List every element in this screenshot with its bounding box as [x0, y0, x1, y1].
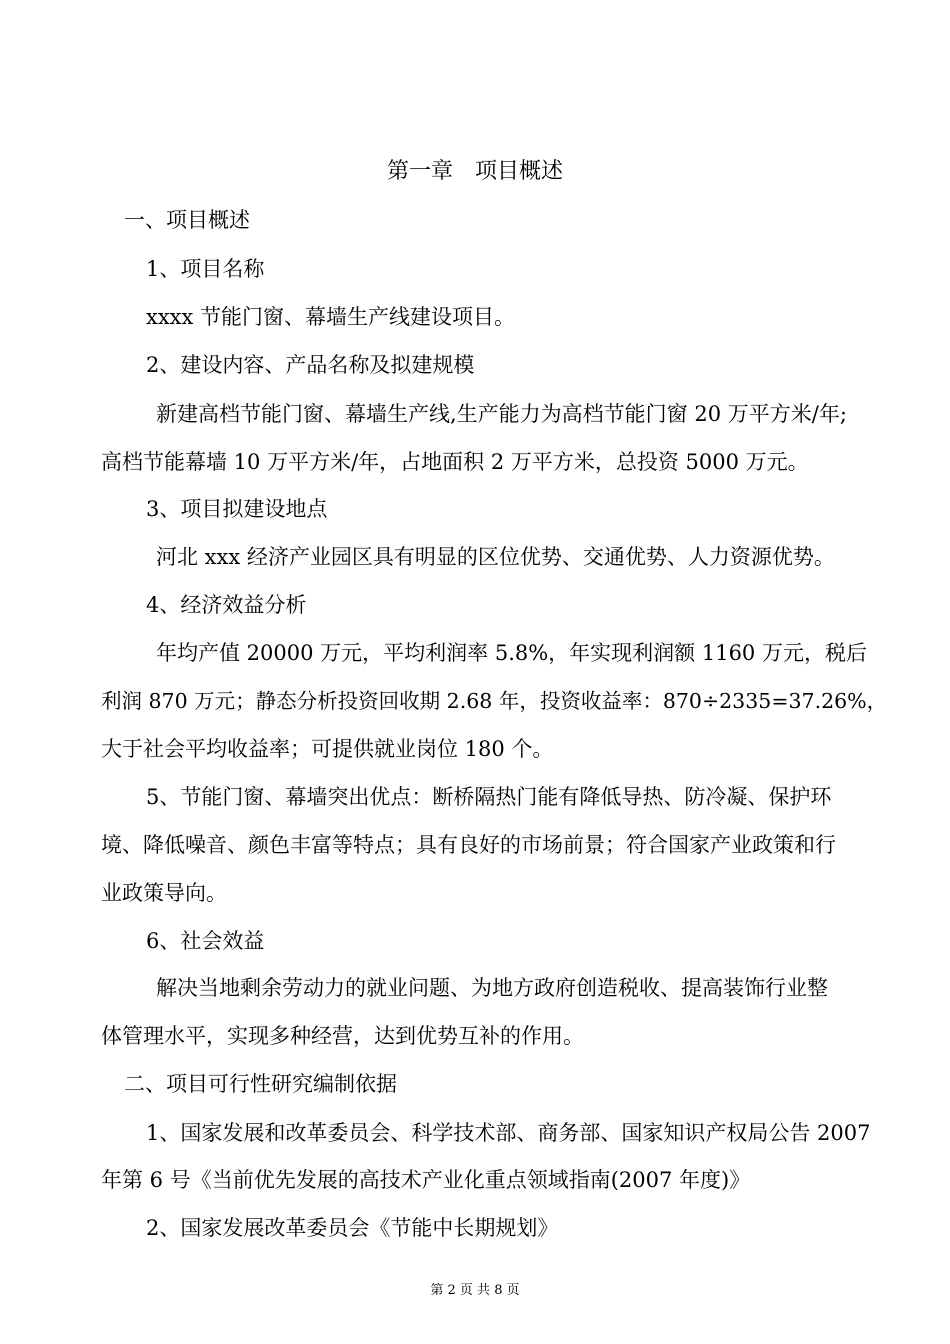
paragraph-line: 业政策导向。 [101, 881, 227, 905]
paragraph-line: 5、节能门窗、幕墙突出优点：断桥隔热门能有降低导热、防冷凝、保护环 [146, 785, 832, 809]
subsection-heading: 6、社会效益 [146, 929, 265, 953]
chapter-title: 第一章 项目概述 [386, 159, 563, 184]
subsection-heading: 3、项目拟建设地点 [146, 497, 328, 521]
paragraph-line: 境、降低噪音、颜色丰富等特点；具有良好的市场前景；符合国家产业政策和行 [101, 833, 836, 857]
paragraph-line: 大于社会平均收益率；可提供就业岗位 180 个。 [101, 737, 554, 761]
paragraph-line: 利润 870 万元；静态分析投资回收期 2.68 年，投资收益率：870÷2335=37.26%， [101, 689, 888, 713]
subsection-heading: 2、建设内容、产品名称及拟建规模 [146, 353, 475, 377]
paragraph-line: xxxx 节能门窗、幕墙生产线建设项目。 [146, 305, 516, 329]
paragraph-line: 1、国家发展和改革委员会、科学技术部、商务部、国家知识产权局公告 2007 [146, 1121, 871, 1145]
paragraph-line: 新建高档节能门窗、幕墙生产线,生产能力为高档节能门窗 20 万平方米/年; [156, 402, 847, 426]
paragraph-line: 河北 xxx 经济产业园区具有明显的区位优势、交通优势、人力资源优势。 [156, 545, 835, 569]
paragraph-line: 高档节能幕墙 10 万平方米/年，占地面积 2 万平方米，总投资 5000 万元。 [101, 450, 809, 474]
paragraph-line: 年均产值 20000 万元，平均利润率 5.8%，年实现利润额 1160 万元，税后 [156, 641, 867, 665]
section-heading-1: 一、项目概述 [124, 208, 250, 232]
subsection-heading: 1、项目名称 [146, 257, 265, 281]
paragraph-line: 2、国家发展改革委员会《节能中长期规划》 [146, 1216, 559, 1240]
paragraph-line: 解决当地剩余劳动力的就业问题、为地方政府创造税收、提高装饰行业整 [156, 976, 828, 1000]
page-footer: 第 2 页 共 8 页 [430, 1283, 520, 1298]
section-heading-2: 二、项目可行性研究编制依据 [124, 1072, 397, 1096]
paragraph-line: 体管理水平，实现多种经营，达到优势互补的作用。 [101, 1024, 584, 1048]
paragraph-line: 年第 6 号《当前优先发展的高技术产业化重点领域指南(2007 年度)》 [101, 1168, 751, 1192]
subsection-heading: 4、经济效益分析 [146, 593, 307, 617]
